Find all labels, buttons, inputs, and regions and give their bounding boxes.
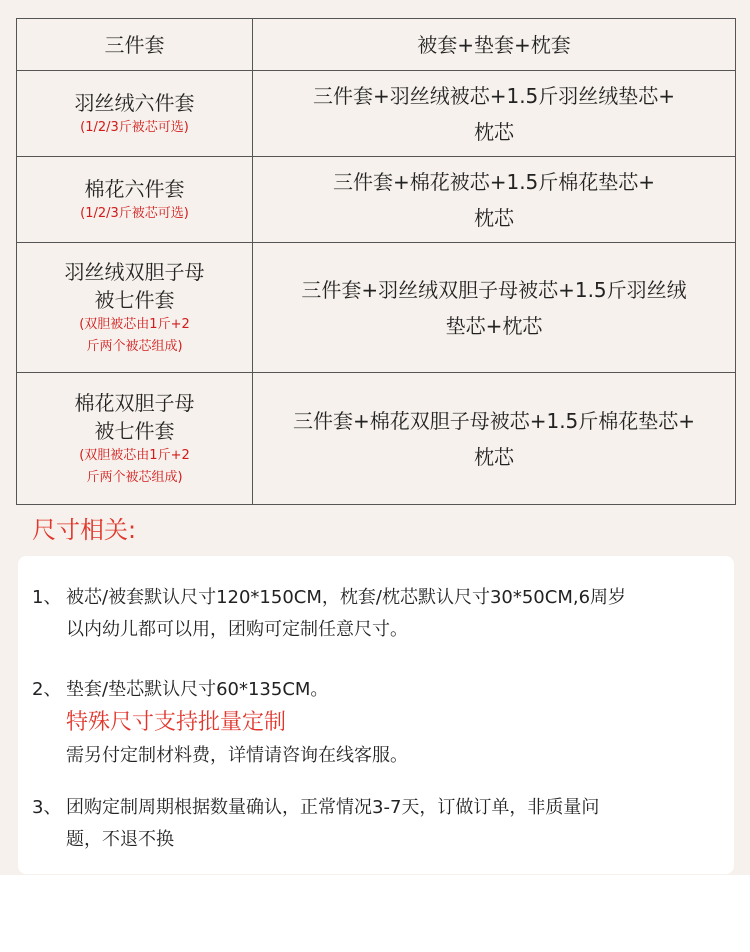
package-content-cell xyxy=(253,157,736,243)
package-note: (双胆被芯由1斤+2 斤两个被芯组成) xyxy=(79,316,190,354)
size-item-number: 2、 xyxy=(32,679,62,700)
package-name: 棉花六件套 xyxy=(84,176,185,201)
size-item-number: 3、 xyxy=(32,797,62,818)
bottom-blank-area xyxy=(0,875,750,952)
custom-size-highlight: 特殊尺寸支持批量定制 xyxy=(66,710,287,735)
package-note: (双胆被芯由1斤+2 斤两个被芯组成) xyxy=(79,447,190,485)
package-note: (1/2/3斤被芯可选) xyxy=(80,205,189,221)
size-item-first-line xyxy=(32,792,732,824)
size-item xyxy=(32,674,732,772)
size-item xyxy=(32,582,732,646)
package-content-cell xyxy=(253,373,736,505)
package-content-cell xyxy=(253,71,736,157)
size-section-title: 尺寸相关: xyxy=(32,516,137,544)
size-item-first-line xyxy=(32,674,732,706)
package-name-cell xyxy=(17,373,253,505)
size-item xyxy=(32,792,732,856)
table-row xyxy=(17,243,736,373)
header-left-label: 三件套 xyxy=(104,32,165,57)
size-info-card xyxy=(18,556,734,874)
size-item-text: 被芯/被套默认尺寸120*150CM，枕套/枕芯默认尺寸30*50CM,6周岁 xyxy=(66,587,627,608)
table-row xyxy=(17,373,736,505)
package-table xyxy=(16,18,736,505)
package-content: 三件套+棉花被芯+1.5斤棉花垫芯+ 枕芯 xyxy=(332,169,656,230)
package-content-cell xyxy=(253,243,736,373)
package-name-cell xyxy=(17,71,253,157)
package-name: 羽丝绒双胆子母 被七件套 xyxy=(64,259,205,312)
package-name-cell xyxy=(17,157,253,243)
size-item-text: 团购定制周期根据数量确认，正常情况3-7天，订做订单，非质量问 xyxy=(66,797,600,818)
package-note: (1/2/3斤被芯可选) xyxy=(80,119,189,135)
size-item-number: 1、 xyxy=(32,587,62,608)
header-cell-left xyxy=(17,19,253,71)
size-item-second-line: 需另付定制材料费，详情请咨询在线客服。 xyxy=(66,745,408,766)
package-name: 棉花双胆子母 被七件套 xyxy=(74,390,195,443)
package-name-cell xyxy=(17,243,253,373)
size-item-second-line: 以内幼儿都可以用，团购可定制任意尺寸。 xyxy=(66,619,408,640)
package-name: 羽丝绒六件套 xyxy=(74,90,195,115)
package-content: 三件套+羽丝绒双胆子母被芯+1.5斤羽丝绒 垫芯+枕芯 xyxy=(301,277,687,338)
table-row xyxy=(17,157,736,243)
package-content: 三件套+羽丝绒被芯+1.5斤羽丝绒垫芯+ 枕芯 xyxy=(312,83,676,144)
size-item-text: 垫套/垫芯默认尺寸60*135CM。 xyxy=(66,679,329,700)
package-table-container xyxy=(16,18,736,504)
header-right-label: 被套+垫套+枕套 xyxy=(417,32,571,57)
size-item-second-line: 题，不退不换 xyxy=(66,829,174,850)
table-row xyxy=(17,71,736,157)
size-item-first-line xyxy=(32,582,732,614)
header-cell-right xyxy=(253,19,736,71)
package-content: 三件套+棉花双胆子母被芯+1.5斤棉花垫芯+ 枕芯 xyxy=(292,408,696,469)
table-header-row xyxy=(17,19,736,71)
